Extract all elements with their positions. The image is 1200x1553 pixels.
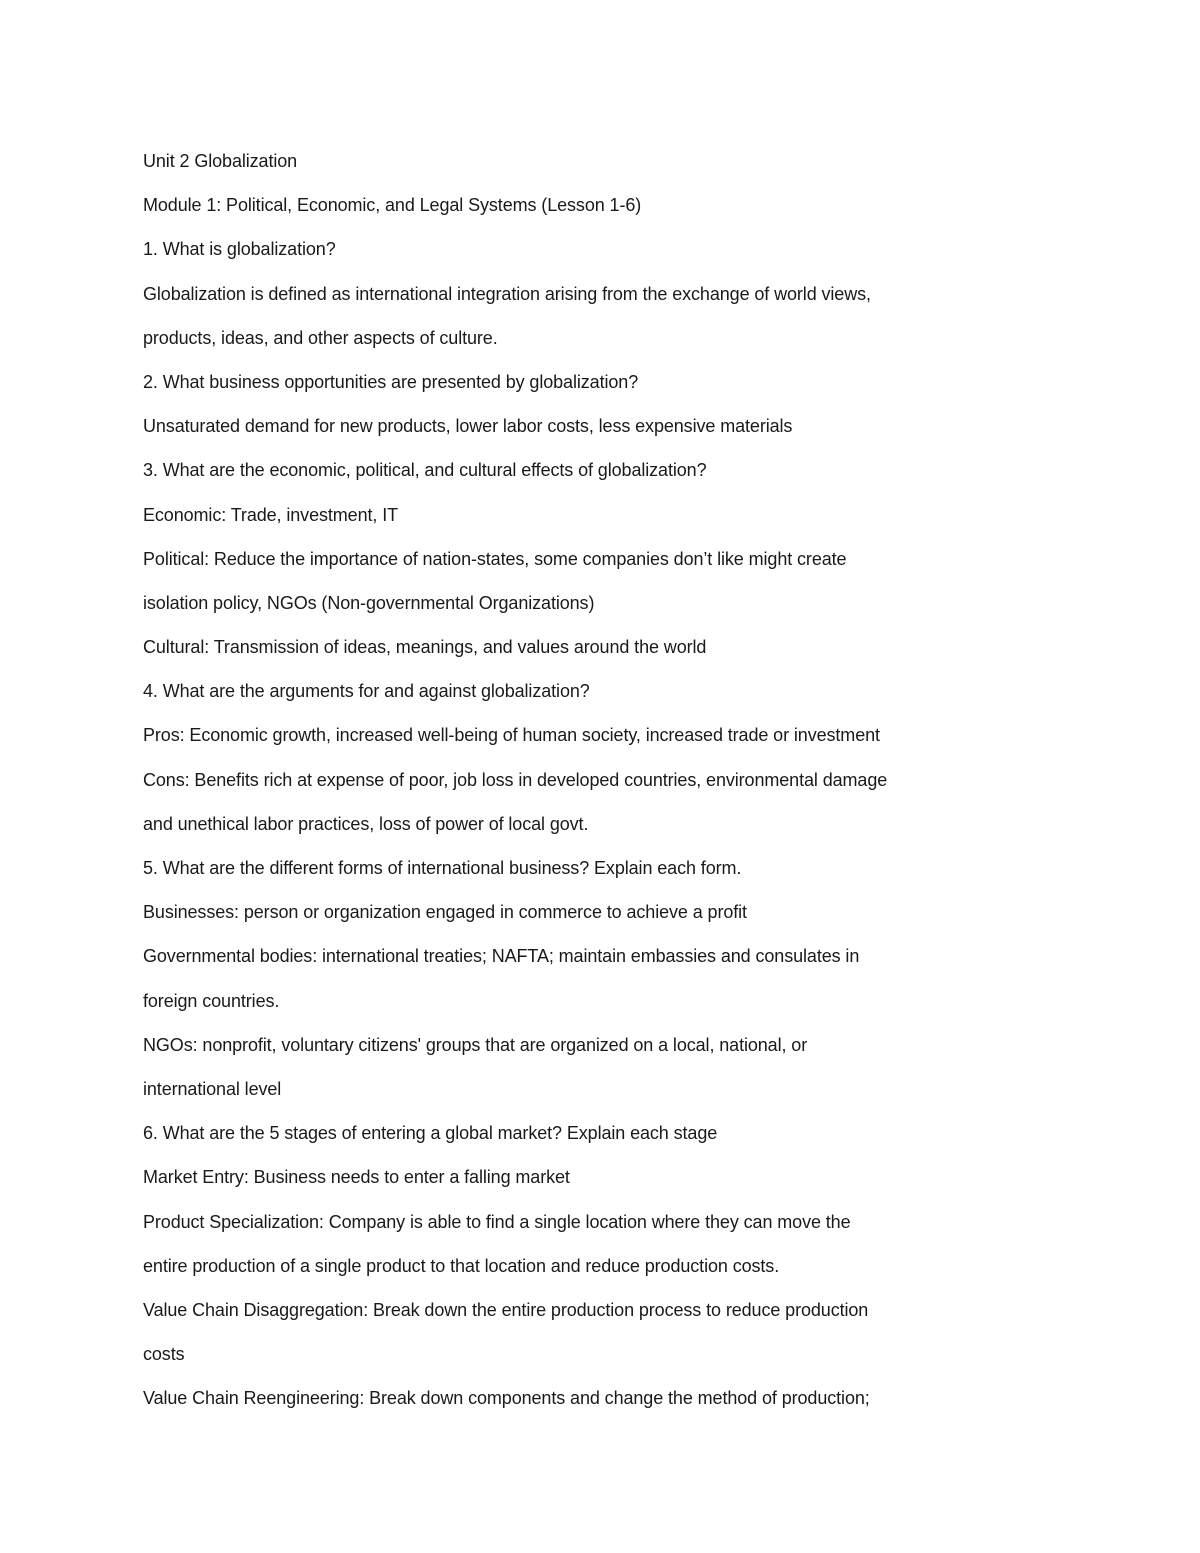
- answer-2: Unsaturated demand for new products, lower labor costs, less expensive materials: [143, 416, 793, 437]
- answer-4-pros: Pros: Economic growth, increased well-being of human society, increased trade or investment: [143, 725, 880, 746]
- question-5: 5. What are the different forms of international business? Explain each form.: [143, 858, 742, 878]
- answer-6-product-specialization-line-2: entire production of a single product to that location and reduce production costs.: [143, 1255, 780, 1276]
- answer-1-line-1: Globalization is defined as international integration arising from the exchange of world views,: [143, 283, 871, 304]
- answer-6-market-entry: Market Entry: Business needs to enter a falling market: [143, 1167, 570, 1188]
- question-2: 2. What business opportunities are presented by globalization?: [143, 371, 639, 392]
- answer-5-governmental-line-1: Governmental bodies: international treaties; NAFTA; maintain embassies and consulates in: [143, 946, 860, 967]
- answer-6-disaggregation-line-2: costs: [143, 1344, 185, 1365]
- answer-4-cons-line-2: and unethical labor practices, loss of power of local govt.: [143, 813, 589, 834]
- question-6: 6. What are the 5 stages of entering a global market? Explain each stage: [143, 1123, 718, 1144]
- answer-5-ngos-line-1: NGOs: nonprofit, voluntary citizens' groups that are organized on a local, national, or: [143, 1034, 808, 1055]
- question-4: 4. What are the arguments for and against globalization?: [143, 681, 590, 702]
- document-body: [143, 139, 1043, 1420]
- answer-3-economic: Economic: Trade, investment, IT: [143, 504, 398, 525]
- question-3: 3. What are the economic, political, and cultural effects of globalization?: [143, 460, 707, 481]
- answer-3-political-line-2: isolation policy, NGOs (Non-governmental Organizations): [143, 592, 595, 613]
- module-title: Module 1: Political, Economic, and Legal Systems (Lesson 1-6): [143, 195, 642, 216]
- answer-3-political-line-1: Political: Reduce the importance of nation-states, some companies don’t like might create: [143, 548, 847, 569]
- answer-5-ngos-line-2: international level: [143, 1078, 282, 1099]
- answer-4-cons-line-1: Cons: Benefits rich at expense of poor, job loss in developed countries, environmental damage: [143, 769, 888, 790]
- answer-5-businesses: Businesses: person or organization engaged in commerce to achieve a profit: [143, 902, 747, 923]
- unit-title: Unit 2 Globalization: [143, 151, 298, 171]
- answer-1-line-2: products, ideas, and other aspects of culture.: [143, 327, 498, 348]
- answer-6-disaggregation-line-1: Value Chain Disaggregation: Break down the entire production process to reduce production: [143, 1299, 869, 1320]
- answer-6-product-specialization-line-1: Product Specialization: Company is able to find a single location where they can move the: [143, 1211, 851, 1232]
- answer-6-reengineering-line-1: Value Chain Reengineering: Break down components and change the method of production;: [143, 1388, 870, 1409]
- answer-3-cultural: Cultural: Transmission of ideas, meanings, and values around the world: [143, 637, 707, 658]
- answer-5-governmental-line-2: foreign countries.: [143, 990, 280, 1011]
- question-1: 1. What is globalization?: [143, 239, 336, 260]
